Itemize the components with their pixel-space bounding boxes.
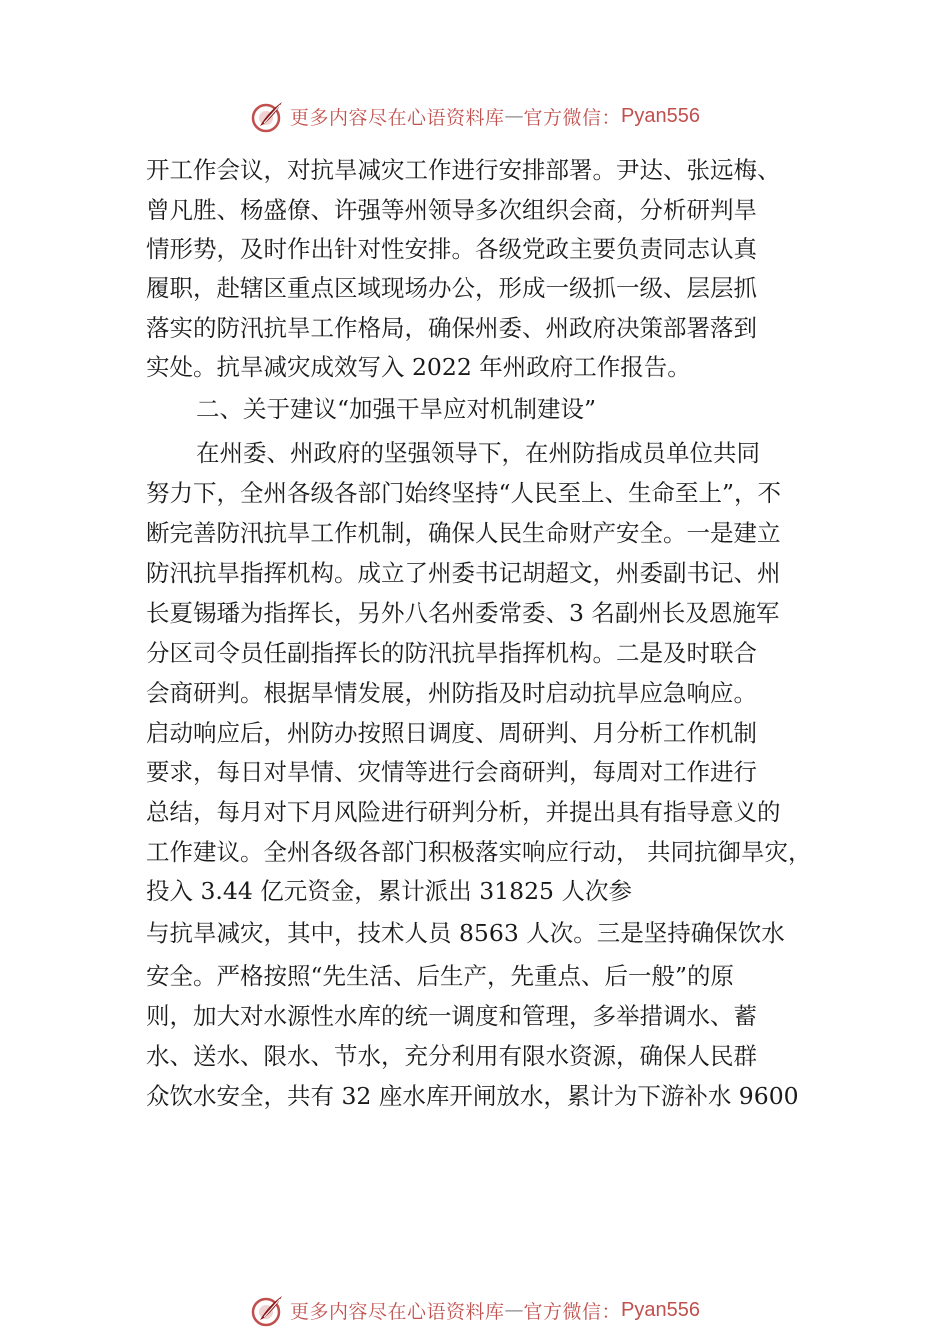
text-line: 工作建议。全州各级各部门积极落实响应行动， 共同抗御旱灾， [146,838,812,866]
text-line: 则，加大对水源性水库的统一调度和管理，多举措调水、蓄 [146,1002,757,1030]
footer-site-name: 更多内容尽在心语资料库 [290,1300,505,1323]
text-line: 众饮水安全，共有 32 座水库开闸放水，累计为下游补水 9600 [146,1082,799,1110]
text-line: 曾凡胜、杨盛僚、许强等州领导多次组织会商，分析研判旱 [146,196,757,224]
text-line: 开工作会议，对抗旱减灾工作进行安排部署。尹达、张远梅、 [146,156,781,184]
quill-logo-icon [250,1292,286,1328]
text-line: 投入 3.44 亿元资金，累计派出 31825 人次参 [146,877,632,905]
text-line: 会商研判。根据旱情发展，州防指及时启动抗旱应急响应。 [146,679,757,707]
text-line: 实处。抗旱减灾成效写入 2022 年州政府工作报告。 [146,353,691,381]
header-dash: — [504,105,524,127]
text-line: 防汛抗旱指挥机构。成立了州委书记胡超文，州委副书记、州 [146,559,781,587]
text-line: 情形势，及时作出针对性安排。各级党政主要负责同志认真 [146,235,757,263]
header-site-name: 更多内容尽在心语资料库 [290,106,505,129]
text-line: 启动响应后，州防办按照日调度、周研判、月分析工作机制 [146,719,757,747]
text-line: 断完善防汛抗旱工作机制，确保人民生命财产安全。一是建立 [146,519,781,547]
text-line: 水、送水、限水、节水，充分利用有限水资源，确保人民群 [146,1042,757,1070]
header-wechat-label: 官方微信： [523,106,622,129]
text-line: 分区司令员任副指挥长的防汛抗旱指挥机构。二是及时联合 [146,639,757,667]
text-line: 要求，每日对旱情、灾情等进行会商研判，每周对工作进行 [146,758,757,786]
footer-banner [0,1290,950,1330]
footer-wechat-id: Pyan556 [621,1298,700,1321]
text-line: 履职，赴辖区重点区域现场办公，形成一级抓一级、层层抓 [146,274,757,302]
quill-logo-icon [250,98,286,134]
text-line: 努力下，全州各级各部门始终坚持“人民至上、生命至上”，不 [146,479,782,507]
section-heading: 二、关于建议“加强干旱应对机制建设” [196,395,597,423]
text-line: 落实的防汛抗旱工作格局，确保州委、州政府决策部署落到 [146,314,757,342]
text-line: 在州委、州政府的坚强领导下，在州防指成员单位共同 [196,439,760,467]
text-line: 长夏锡璠为指挥长，另外八名州委常委、3 名副州长及恩施军 [146,599,780,627]
text-line: 与抗旱减灾，其中，技术人员 8563 人次。三是坚持确保饮水 [146,919,785,947]
text-line: 总结，每月对下月风险进行研判分析，并提出具有指导意义的 [146,798,781,826]
footer-wechat-label: 官方微信： [523,1300,622,1323]
footer-dash: — [504,1299,524,1321]
text-line: 安全。严格按照“先生活、后生产，先重点、后一般”的原 [146,962,735,990]
header-wechat-id: Pyan556 [621,104,700,127]
header-banner [0,96,950,136]
